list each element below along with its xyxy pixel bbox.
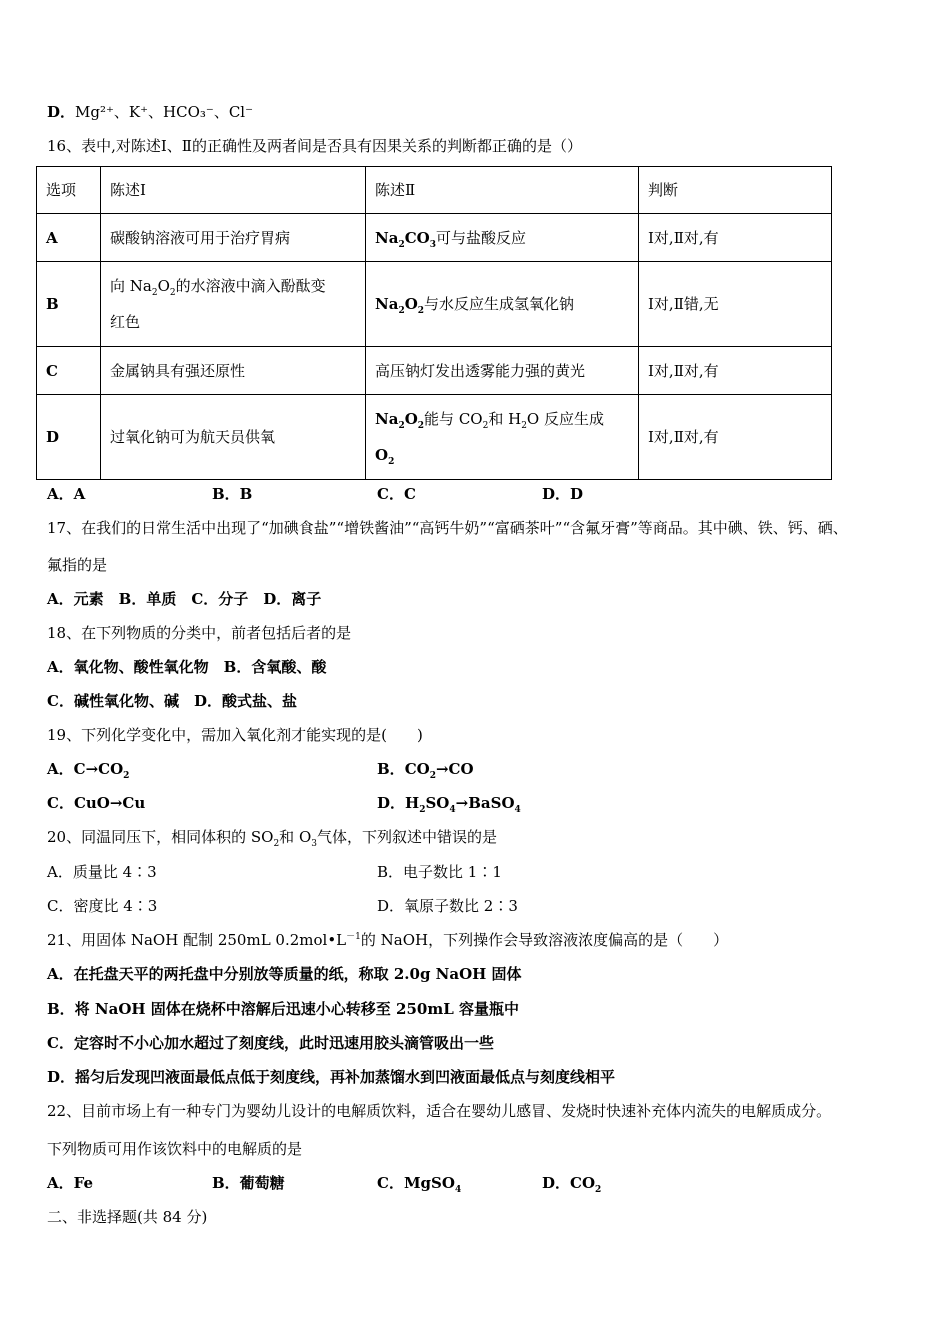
q21-option-c: C．定容时不小心加水超过了刻度线，此时迅速用胶头滴管吸出一些 xyxy=(47,1034,494,1052)
q16-option-a: A．A xyxy=(47,485,86,503)
q22-option-d: D．$CO_2$ xyxy=(542,1174,602,1195)
table-row xyxy=(37,214,832,262)
q16-option-c: C．C xyxy=(377,485,416,503)
row-judgement: Ⅰ对,Ⅱ错,无 xyxy=(639,262,832,347)
table-row xyxy=(37,262,832,347)
table-row xyxy=(37,347,832,395)
q17-stem-line2: 氟指的是 xyxy=(47,556,108,574)
row-option: D xyxy=(37,395,101,480)
q19-option-c: C．CuO→Cu xyxy=(47,794,146,812)
q15-option-d: D．Mg²⁺、K⁺、HCO₃⁻、Cl⁻ xyxy=(47,103,254,121)
q16-option-b: B．B xyxy=(212,485,253,503)
q16-option-d: D．D xyxy=(542,485,584,503)
q21-option-d: D．摇匀后发现凹液面最低点低于刻度线，再补加蒸馏水到凹液面最低点与刻度线相平 xyxy=(47,1068,616,1086)
q18-options-line2: C．碱性氧化物、碱 D．酸式盐、盐 xyxy=(47,692,297,710)
q20-option-c: C．密度比 4∶3 xyxy=(47,897,158,915)
q18-stem: 18、在下列物质的分类中，前者包括后者的是 xyxy=(47,624,352,642)
q22-option-c: C．MgSO$_4$ xyxy=(377,1174,462,1195)
section-2-title: 二、非选择题(共 84 分) xyxy=(47,1208,208,1226)
q20-option-b: B．电子数比 1∶1 xyxy=(377,863,502,881)
q20-option-d: D．氧原子数比 2∶3 xyxy=(377,897,518,915)
q17-options: A．元素 B．单质 C．分子 D．离子 xyxy=(47,590,322,608)
row-statement-2: 高压钠灯发出透雾能力强的黄光 xyxy=(366,347,639,395)
q19-option-b: B．$CO_2\to CO$ xyxy=(377,760,474,781)
q19-stem: 19、下列化学变化中，需加入氧化剂才能实现的是( ) xyxy=(47,726,423,744)
row-option: B xyxy=(37,262,101,347)
q17-stem-line1: 17、在我们的日常生活中出现了“加碘食盐”“增铁酱油”“高钙牛奶”“富硒茶叶”“含氟牙膏”等商品。其中碘、铁、钙、硒、 xyxy=(47,519,848,537)
row-judgement: Ⅰ对,Ⅱ对,有 xyxy=(639,395,832,480)
q16-stem: 16、表中,对陈述Ⅰ、Ⅱ的正确性及两者间是否具有因果关系的判断都正确的是（） xyxy=(47,137,582,155)
row-statement-1: 碳酸钠溶液可用于治疗胃病 xyxy=(101,214,366,262)
row-option: C xyxy=(37,347,101,395)
q16-table xyxy=(36,166,832,480)
q22-option-b: B．葡萄糖 xyxy=(212,1174,285,1192)
table-row xyxy=(37,395,832,480)
q19-option-d: D．$H_2SO_4\to BaSO_4$ xyxy=(377,794,521,815)
q19-option-a: A．$C\to CO_2$ xyxy=(47,760,130,781)
row-judgement: Ⅰ对,Ⅱ对,有 xyxy=(639,347,832,395)
row-statement-2: $Na_2CO_3$可与盐酸反应 xyxy=(366,214,639,262)
row-statement-1: 金属钠具有强还原性 xyxy=(101,347,366,395)
q20-option-a: A．质量比 4∶3 xyxy=(47,863,157,881)
q22-stem-line1: 22、目前市场上有一种专门为婴幼儿设计的电解质饮料，适合在婴幼儿感冒、发烧时快速补充体内流失的电解质成分。 xyxy=(47,1102,832,1120)
row-statement-1: 过氧化钠可为航天员供氧 xyxy=(101,395,366,480)
q22-stem-line2: 下列物质可用作该饮料中的电解质的是 xyxy=(47,1140,303,1158)
row-statement-2: $Na_2O_2$能与 $CO_2$和 $H_2O$ 反应生成 $O_2$ xyxy=(366,395,639,480)
header-option: 选项 xyxy=(37,167,101,214)
table-header-row xyxy=(37,167,832,214)
header-statement-1: 陈述Ⅰ xyxy=(101,167,366,214)
row-option: A xyxy=(37,214,101,262)
header-judgement: 判断 xyxy=(639,167,832,214)
row-judgement: Ⅰ对,Ⅱ对,有 xyxy=(639,214,832,262)
q18-options-line1: A．氧化物、酸性氧化物 B．含氧酸、酸 xyxy=(47,658,327,676)
q21-option-b: B．将 NaOH 固体在烧杯中溶解后迅速小心转移至 250mL 容量瓶中 xyxy=(47,1000,519,1018)
row-statement-2: $Na_2O_2$与水反应生成氢氧化钠 xyxy=(366,262,639,347)
header-statement-2: 陈述Ⅱ xyxy=(366,167,639,214)
row-statement-1: 向 $Na_2O_2$的水溶液中滴入酚酞变 红色 xyxy=(101,262,366,347)
q22-option-a: A．Fe xyxy=(47,1174,94,1192)
q21-option-a: A．在托盘天平的两托盘中分别放等质量的纸，称取 2.0g NaOH 固体 xyxy=(47,965,522,983)
q21-stem: 21、用固体 NaOH 配制 250mL $0.2mol•L^{-1}$的 NaOH，下列操作会导致溶液浓度偏高的是（ ） xyxy=(47,931,729,949)
q20-stem: 20、同温同压下，相同体积的 $SO_2$和 $O_3$气体，下列叙述中错误的是 xyxy=(47,828,497,849)
